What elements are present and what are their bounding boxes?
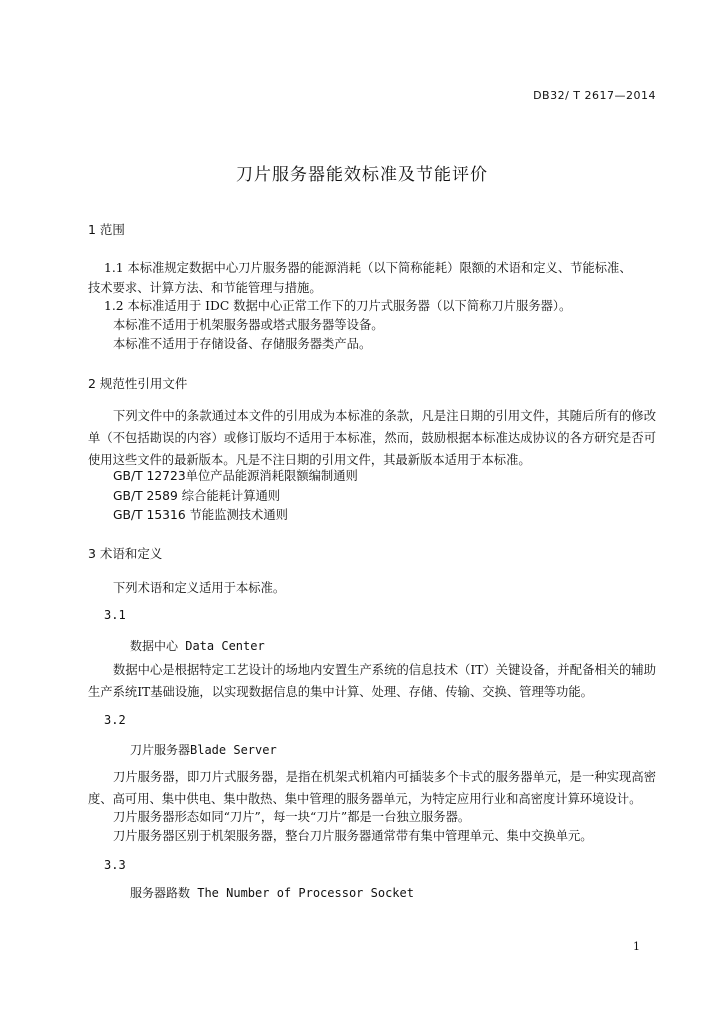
term-blade-server: 刀片服务器Blade Server	[130, 743, 277, 757]
clause-1-2: 1.2 本标准适用于 IDC 数据中心正常工作下的刀片式服务器（以下简称刀片服务器）。	[104, 299, 572, 313]
reference-item: GB/T 2589 综合能耗计算通则	[113, 489, 281, 503]
clause-1-2-exclusion-1: 本标准不适用于机架服务器或塔式服务器等设备。	[113, 318, 384, 332]
term-blade-server-definition: 刀片服务器，即刀片式服务器，是指在机架式机箱内可插装多个卡式的服务器单元，是一种实现高密度、高可用、集中供电、集中散热、集中管理的服务器单元，为特定应用行业和高密度计算环境设计。	[88, 770, 656, 806]
clause-3-1-number: 3.1	[104, 608, 126, 622]
term-blade-server-note-1: 刀片服务器形态如同“刀片”，每一块“刀片”都是一台独立服务器。	[113, 810, 471, 824]
clause-1-1-line1: 1.1 本标准规定数据中心刀片服务器的能源消耗（以下简称能耗）限额的术语和定义、节能标准、	[104, 261, 632, 275]
document-title: 刀片服务器能效标准及节能评价	[236, 165, 488, 185]
clause-1-1-line2: 技术要求、计算方法、和节能管理与措施。	[88, 281, 322, 295]
section-1-heading: 1 范围	[88, 222, 125, 237]
page-number: 1	[633, 940, 640, 953]
section-2-heading: 2 规范性引用文件	[88, 376, 188, 391]
reference-item: GB/T 12723单位产品能源消耗限额编制通则	[113, 469, 358, 483]
reference-item: GB/T 15316 节能监测技术通则	[113, 508, 288, 522]
term-processor-socket: 服务器路数 The Number of Processor Socket	[130, 886, 414, 900]
term-blade-server-note-2: 刀片服务器区别于机架服务器，整台刀片服务器通常带有集中管理单元、集中交换单元。	[113, 829, 593, 843]
term-data-center: 数据中心 Data Center	[130, 639, 265, 653]
standard-number: DB32/ T 2617—2014	[533, 89, 656, 102]
term-data-center-definition: 数据中心是根据特定工艺设计的场地内安置生产系统的信息技术（IT）关键设备，并配备相关的辅助生产系统IT基础设施，以实现数据信息的集中计算、处理、存储、传输、交换、管理等功能。	[88, 663, 656, 699]
section-2-paragraph: 下列文件中的条款通过本文件的引用成为本标准的条款，凡是注日期的引用文件，其随后所有的修改单（不包括勘误的内容）或修订版均不适用于本标准，然而，鼓励根据本标准达成协议的各方研究是否可使用这些文件的最新版本。凡是不注日期的引用文件，其最新版本适用于本标准。	[88, 409, 656, 467]
section-3-intro: 下列术语和定义适用于本标准。	[113, 581, 286, 595]
clause-3-3-number: 3.3	[104, 858, 126, 872]
clause-1-2-exclusion-2: 本标准不适用于存储设备、存储服务器类产品。	[113, 337, 372, 351]
clause-3-2-number: 3.2	[104, 713, 126, 727]
section-3-heading: 3 术语和定义	[88, 546, 163, 561]
